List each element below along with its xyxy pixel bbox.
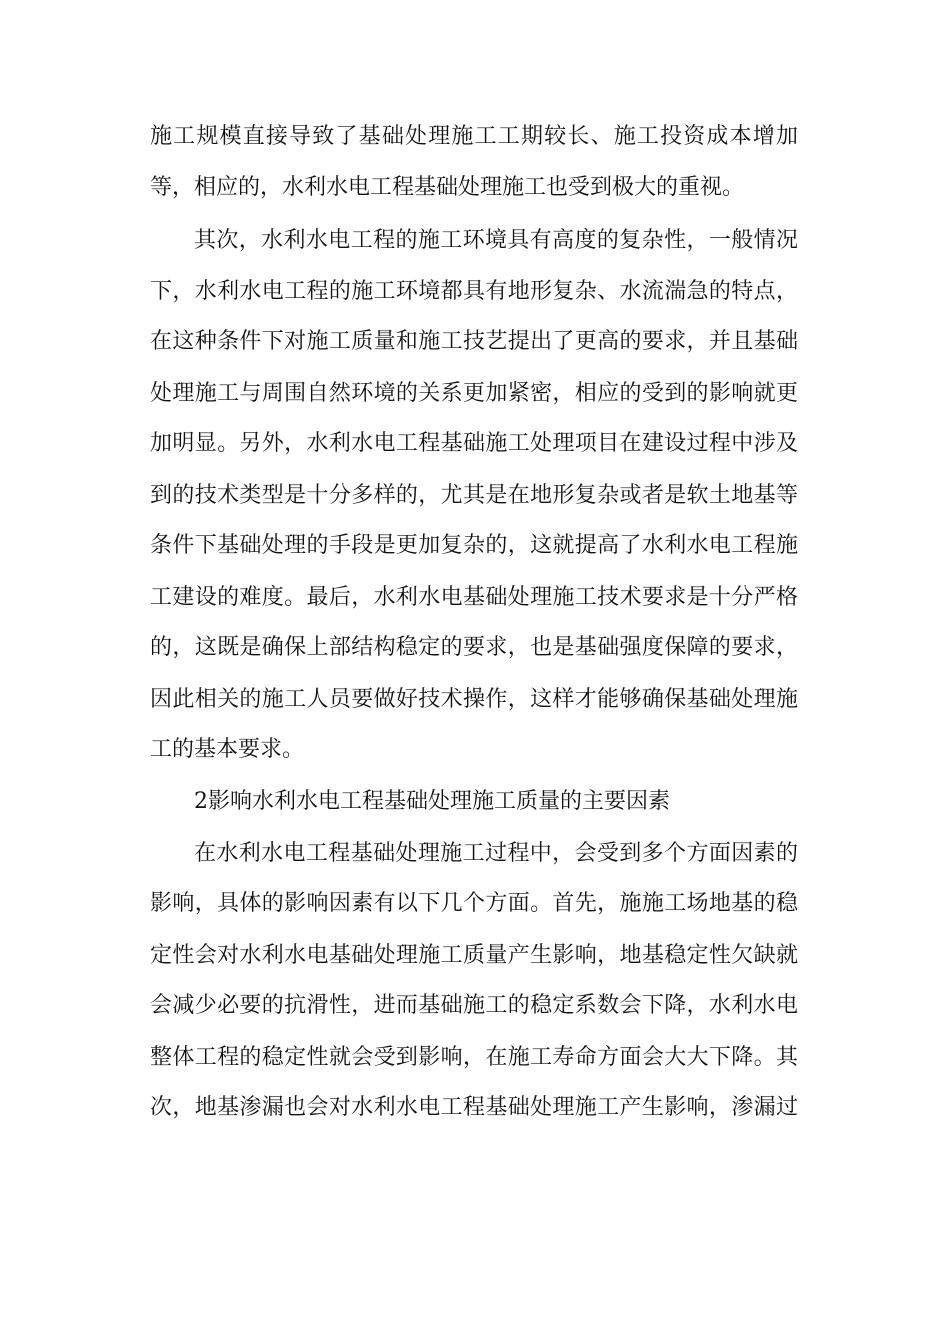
paragraph-line: 等，相应的，水利水电工程基础处理施工也受到极大的重视。 <box>150 175 745 200</box>
paragraph-line: 的，这既是确保上部结构稳定的要求，也是基础强度保障的要求， <box>150 635 798 660</box>
paragraph-line: 下，水利水电工程的施工环境都具有地形复杂、水流湍急的特点， <box>150 279 798 304</box>
paragraph-line: 工建设的难度。最后，水利水电基础处理施工技术要求是十分严格 <box>150 585 798 610</box>
paragraph-line: 因此相关的施工人员要做好技术操作，这样才能够确保基础处理施 <box>150 687 798 712</box>
paragraph-line: 到的技术类型是十分多样的，尤其是在地形复杂或者是软土地基等 <box>150 483 798 508</box>
paragraph-line: 影响，具体的影响因素有以下几个方面。首先，施施工场地基的稳 <box>150 891 798 916</box>
paragraph-line: 施工规模直接导致了基础处理施工工期较长、施工投资成本增加 <box>150 124 798 149</box>
section-heading: 2影响水利水电工程基础处理施工质量的主要因素 <box>194 789 670 814</box>
paragraph-line: 条件下基础处理的手段是更加复杂的，这就提高了水利水电工程施 <box>150 533 798 558</box>
paragraph-line: 次，地基渗漏也会对水利水电工程基础处理施工产生影响，渗漏过 <box>150 1095 798 1120</box>
paragraph-line: 其次，水利水电工程的施工环境具有高度的复杂性，一般情况 <box>194 228 798 253</box>
paragraph-line: 工的基本要求。 <box>150 737 305 762</box>
paragraph-line: 在水利水电工程基础处理施工过程中，会受到多个方面因素的 <box>194 841 798 866</box>
paragraph-line: 整体工程的稳定性就会受到影响，在施工寿命方面会大大下降。其 <box>150 1045 798 1070</box>
paragraph-line: 会减少必要的抗滑性，进而基础施工的稳定系数会下降，水利水电 <box>150 993 798 1018</box>
paragraph-line: 在这种条件下对施工质量和施工技艺提出了更高的要求，并且基础 <box>150 329 798 354</box>
paragraph-line: 处理施工与周围自然环境的关系更加紧密，相应的受到的影响就更 <box>150 381 798 406</box>
paragraph-line: 加明显。另外，水利水电工程基础施工处理项目在建设过程中涉及 <box>150 431 798 456</box>
paragraph-line: 定性会对水利水电基础处理施工质量产生影响，地基稳定性欠缺就 <box>150 943 798 968</box>
